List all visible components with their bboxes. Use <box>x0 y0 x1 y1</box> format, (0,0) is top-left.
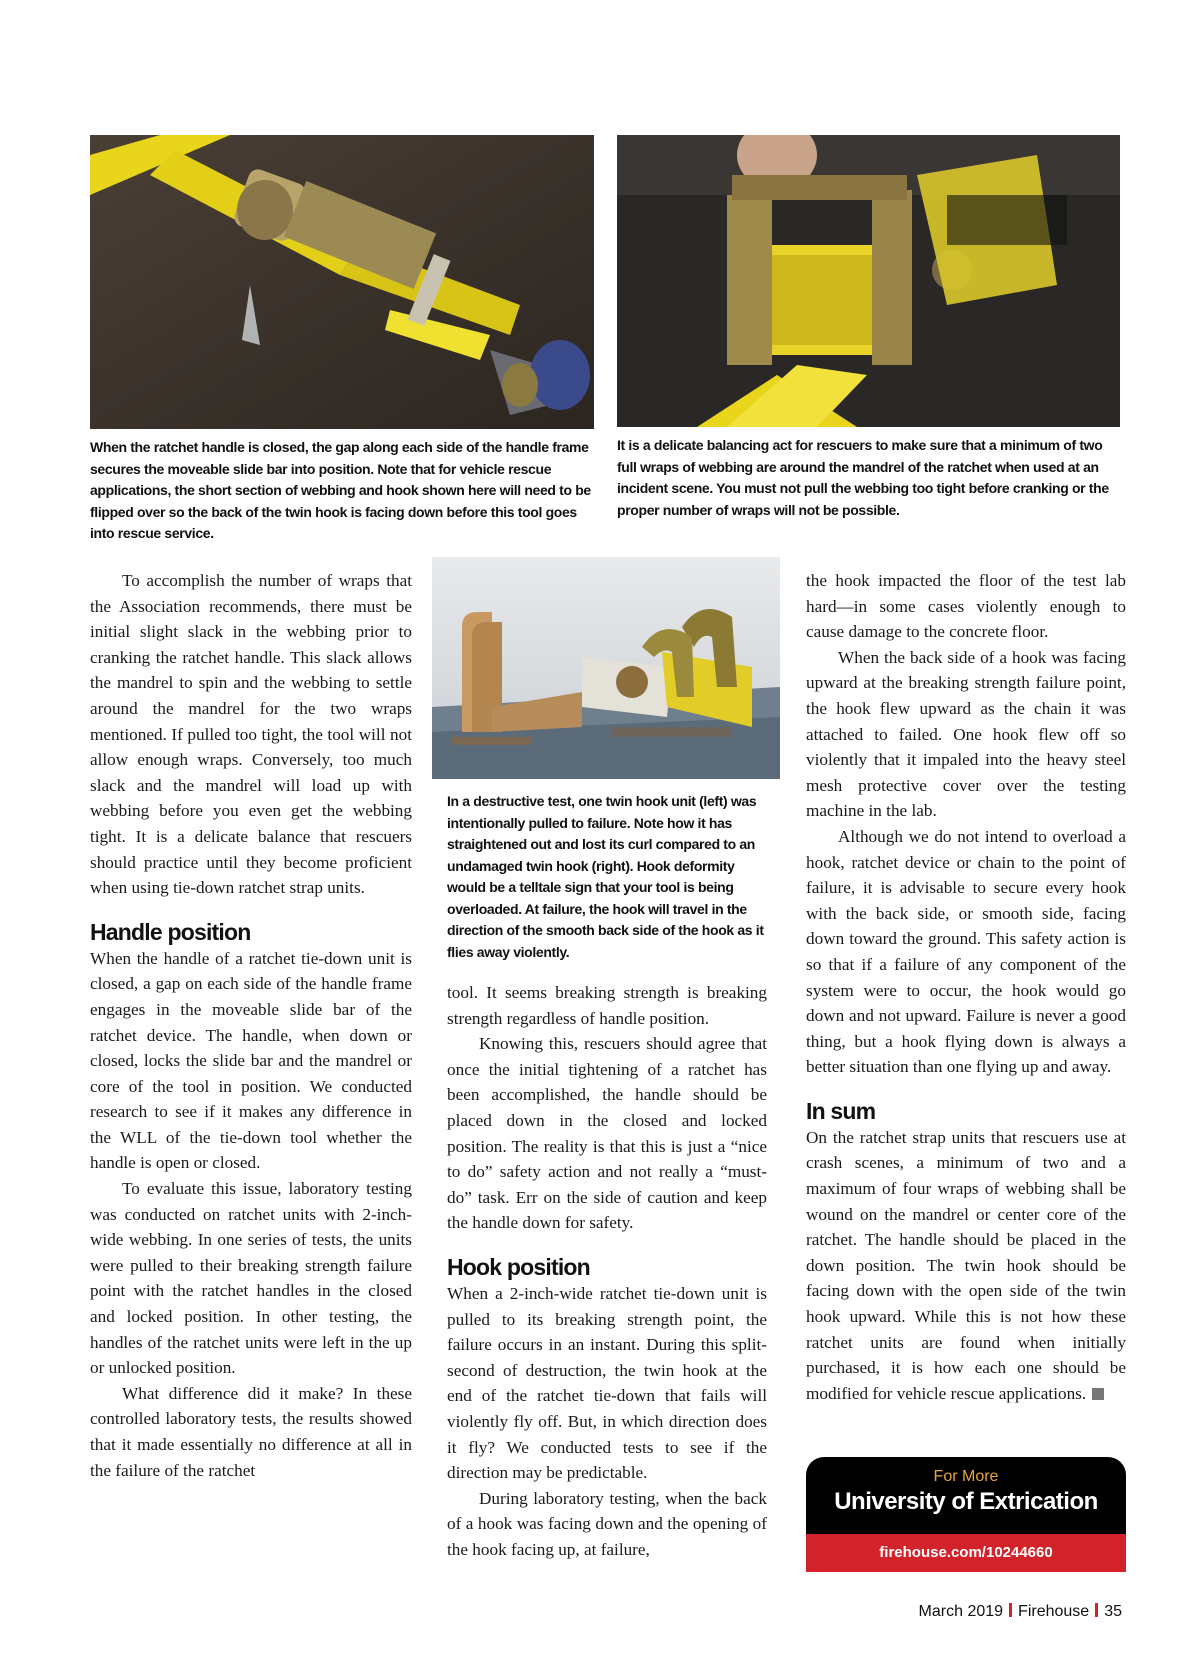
paragraph <box>806 1125 1126 1407</box>
for-more-box <box>806 1457 1126 1572</box>
photo-ratchet-closed <box>90 135 594 429</box>
heading-handle-position: Handle position <box>90 918 251 945</box>
page-footer <box>919 1603 1122 1621</box>
paragraph: Knowing this, rescuers should agree that once the initial tightening of a ratchet has been accomplished, the handle should be placed down in the closed and locked position. The reality is that this is just a “nice to do” safety action and not really a “must-do” task. Err on the side of caution and keep the handle down for safety. <box>447 1034 767 1233</box>
article-column-2 <box>447 980 767 1562</box>
separator <box>1095 1603 1098 1617</box>
for-more-label: For More <box>933 1468 999 1485</box>
caption-photo-2: It is a delicate balancing act for rescuers to make sure that a minimum of two full wraps of webbing are around the mandrel of the ratchet when used at an incident scene. You must not pull the webbing too tight before cranking or the proper number of wraps will not be possible. <box>617 437 1109 518</box>
magazine-name: Firehouse <box>1018 1603 1090 1620</box>
paragraph: To accomplish the number of wraps that the Association recommends, there must be initial slight slack in the webbing prior to cranking the ratchet handle. This slack allows the mandrel to spin and the webbing to settle around the mandrel for the two wraps mentioned. If pulled too tight, the tool will not allow enough wraps. Conversely, too much slack and the mandrel will load up with webbing before you even get the webbing tight. It is a delicate balance that rescuers should practice until they become proficient when using tie-down ratchet strap units. <box>90 571 412 898</box>
paragraph: To evaluate this issue, laboratory testing was conducted on ratchet units with 2-inch-wide webbing. In one series of tests, the units were pulled to their breaking strength failure point with the ratchet handles in the closed and locked position. In other testing, the handles of the ratchet units were left in the up or unlocked position. <box>90 1179 412 1378</box>
paragraph: When the handle of a ratchet tie-down unit is closed, a gap on each side of the handle frame engages in the moveable slide bar of the ratchet device. The handle, when down or closed, locks the slide bar and the mandrel or core of the tool in position. We conducted research to see if it makes any difference in the WLL of the tie-down tool whether the handle is open or closed. <box>90 948 412 1173</box>
article-column-3 <box>806 568 1126 1406</box>
paragraph: What difference did it make? In these controlled laboratory tests, the results showed that it made essentially no difference at all in the failure of the ratchet <box>90 1383 412 1480</box>
issue-date: March 2019 <box>918 1603 1004 1620</box>
paragraph: the hook impacted the floor of the test lab hard—in some cases violently enough to cause damage to the concrete floor. <box>806 571 1126 642</box>
for-more-title: University of Extrication <box>834 1488 1098 1515</box>
paragraph: Although we do not intend to overload a hook, ratchet device or chain to the point of failure, it is advisable to secure every hook with the back side, or smooth side, facing down toward the ground. This safety action is so that if a failure of any component of the system were to occur, the hook would go down and not upward. Failure is never a good thing, but a hook flying down is always a better situation than one flying up and away. <box>806 826 1126 1077</box>
paragraph: During laboratory testing, when the back of a hook was facing down and the opening of the hook facing up, at failure, <box>447 1488 767 1559</box>
photo-twin-hooks <box>432 557 780 779</box>
heading-in-sum: In sum <box>806 1097 876 1124</box>
paragraph: When the back side of a hook was facing upward at the breaking strength failure point, the hook flew upward as the chain it was attached to failed. One hook flew off so violently that it impaled into the heavy steel mesh protective cover over the testing machine in the lab. <box>806 647 1126 821</box>
caption-photo-1: When the ratchet handle is closed, the gap along each side of the handle frame secures the moveable slide bar into position. Note that for vehicle rescue applications, the short section of webbing and hook shown here will need to be flipped over so the back of the twin hook is facing down before this tool goes into rescue service. <box>90 439 591 541</box>
paragraph: When a 2-inch-wide ratchet tie-down unit is pulled to its breaking strength point, the failure occurs in an instant. During this split-second of destruction, the twin hook at the end of the ratchet tie-down that fails will violently fly off. But, in which direction does it fly? We conducted tests to see if the direction may be predictable. <box>447 1283 767 1483</box>
article-column-1 <box>90 568 412 1483</box>
heading-hook-position: Hook position <box>447 1253 590 1280</box>
for-more-link[interactable]: firehouse.com/10244660 <box>806 1534 1126 1572</box>
paragraph: tool. It seems breaking strength is breaking strength regardless of handle position. <box>447 983 767 1028</box>
caption-photo-3: In a destructive test, one twin hook unit (left) was intentionally pulled to failure. Note how it has straightened out and lost its curl compared to an undamaged twin hook (right). Hook deformity would be a telltale sign that your tool is being overloaded. At failure, the hook will travel in the direction of the smooth back side of the hook as it flies away violently. <box>447 793 764 960</box>
for-more-header <box>806 1457 1126 1534</box>
end-mark-icon <box>1092 1388 1104 1400</box>
separator <box>1009 1603 1012 1617</box>
page-number: 35 <box>1104 1603 1122 1620</box>
paragraph-text: On the ratchet strap units that rescuers use at crash scenes, a minimum of two and a maximum of four wraps of webbing shall be wound on the mandrel or center core of the ratchet. The handle should be placed in the down position. The twin hook should be facing down with the open side of the twin hook upward. While this is not how these ratchet units are found when initially purchased, it is how each one should be modified for vehicle rescue applications. <box>806 1127 1126 1403</box>
photo-ratchet-wraps <box>617 135 1120 427</box>
